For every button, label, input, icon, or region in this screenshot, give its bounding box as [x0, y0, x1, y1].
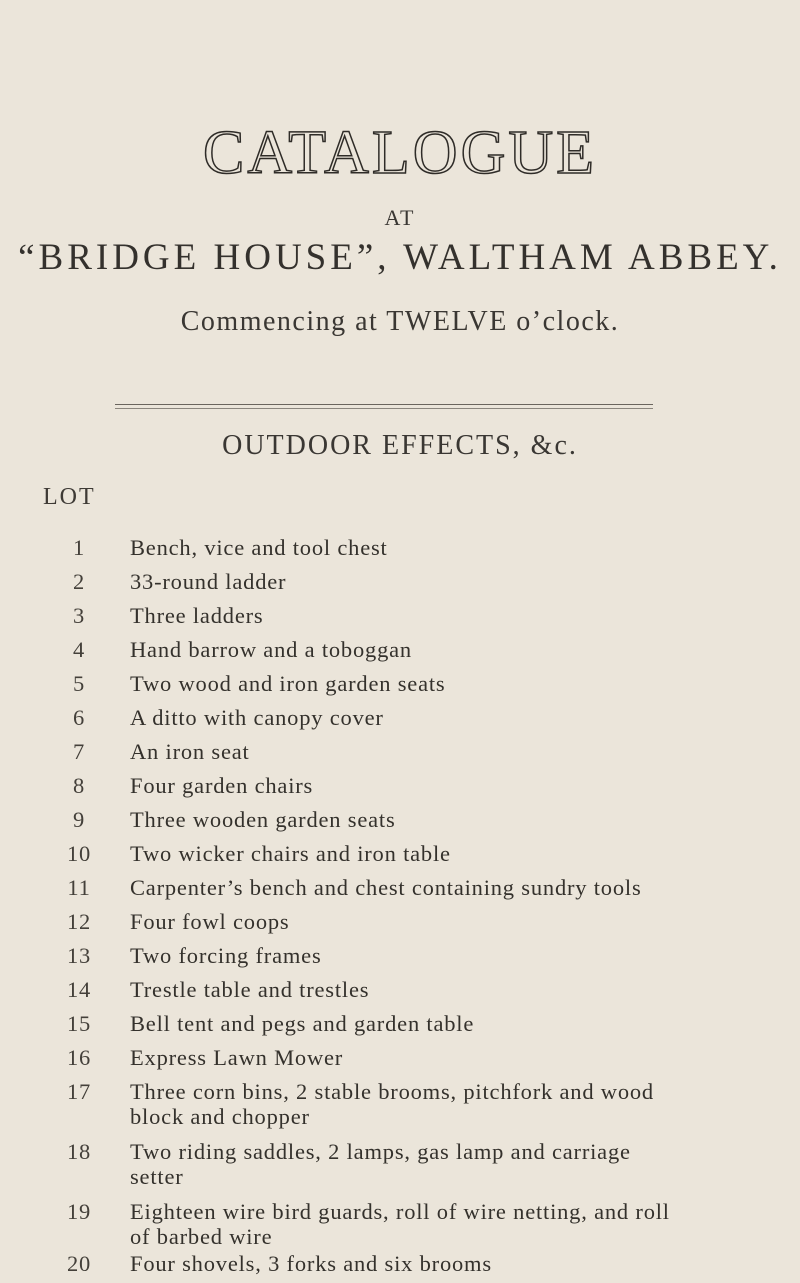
lot-number: 13	[66, 943, 92, 968]
catalogue-title: CATALOGUE	[202, 119, 597, 187]
lot-number: 3	[72, 603, 86, 628]
divider-rule	[115, 404, 653, 409]
lot-description: Three ladders	[130, 603, 264, 628]
lot-number: 8	[72, 773, 86, 798]
section-title: OUTDOOR EFFECTS, &c.	[222, 430, 578, 461]
lot-description: Two wood and iron garden seats	[130, 671, 446, 696]
commencing-time: Commencing at TWELVE o’clock.	[180, 306, 620, 337]
lot-number: 18	[66, 1139, 92, 1164]
lot-number: 17	[66, 1079, 92, 1104]
lot-description: Four shovels, 3 forks and six brooms	[130, 1251, 492, 1276]
lot-description: Bell tent and pegs and garden table	[130, 1011, 475, 1036]
lot-description: Two riding saddles, 2 lamps, gas lamp and carriage setter	[130, 1139, 631, 1189]
lot-description: Four garden chairs	[130, 773, 314, 798]
lot-description: Bench, vice and tool chest	[130, 535, 388, 560]
lot-description: Eighteen wire bird guards, roll of wire netting, and roll of barbed wire	[130, 1199, 670, 1249]
lot-description: Express Lawn Mower	[130, 1045, 344, 1070]
lot-number: 16	[66, 1045, 92, 1070]
lot-number: 19	[66, 1199, 92, 1224]
lot-description: 33-round ladder	[130, 569, 287, 594]
lot-description: Three corn bins, 2 stable brooms, pitchfork and wood block and chopper	[130, 1079, 654, 1129]
lot-number: 11	[67, 875, 91, 900]
lot-description: Carpenter’s bench and chest containing sundry tools	[130, 875, 642, 900]
venue-heading: “BRIDGE HOUSE”, WALTHAM ABBEY.	[18, 237, 782, 278]
lot-description: Three wooden garden seats	[130, 807, 396, 832]
lot-number: 15	[66, 1011, 92, 1036]
lot-number: 14	[66, 977, 92, 1002]
lot-description: Two wicker chairs and iron table	[130, 841, 451, 866]
lot-description: Two forcing frames	[130, 943, 322, 968]
lot-description: A ditto with canopy cover	[130, 705, 384, 730]
lot-number: 6	[72, 705, 86, 730]
lot-description: Four fowl coops	[130, 909, 290, 934]
lot-number: 12	[66, 909, 92, 934]
lot-number: 4	[72, 637, 86, 662]
lot-description: Hand barrow and a toboggan	[130, 637, 412, 662]
lot-number: 5	[72, 671, 86, 696]
lot-description: An iron seat	[130, 739, 250, 764]
at-label: AT	[384, 205, 416, 230]
lot-number: 1	[72, 535, 86, 560]
lot-column-header: LOT	[43, 484, 96, 510]
lot-description: Trestle table and trestles	[130, 977, 370, 1002]
lot-number: 2	[72, 569, 86, 594]
lot-number: 9	[72, 807, 86, 832]
lot-number: 7	[72, 739, 86, 764]
lot-number: 20	[66, 1251, 92, 1276]
lot-number: 10	[66, 841, 92, 866]
